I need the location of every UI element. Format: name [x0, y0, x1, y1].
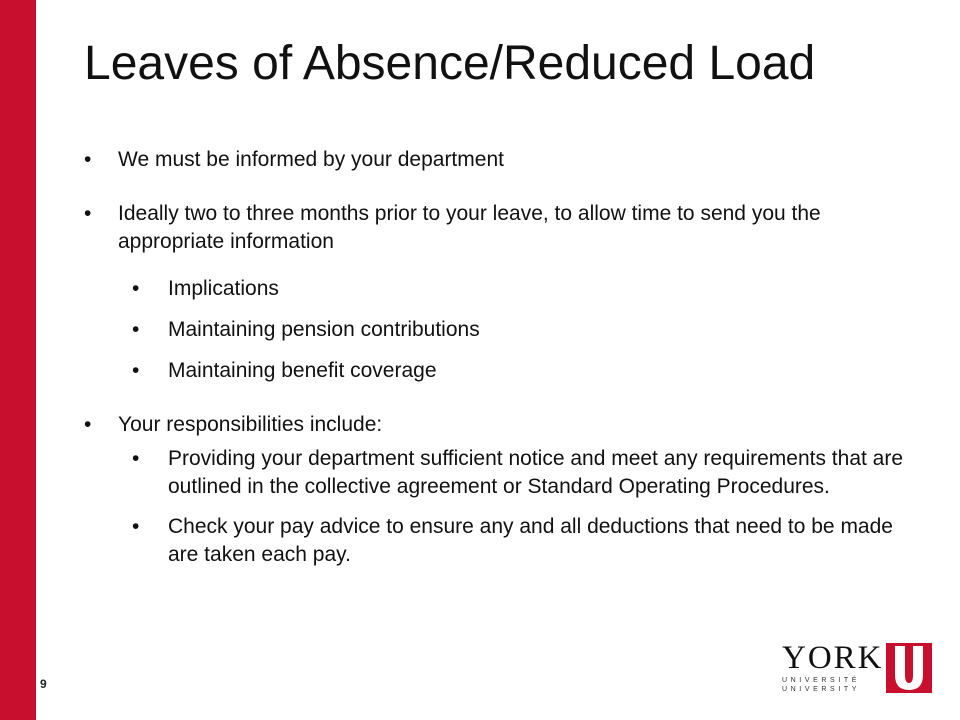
bullet-text: Ideally two to three months prior to your leave, to allow time to send you the appropriate information: [118, 202, 821, 253]
logo-english-line: UNIVERSITY: [782, 686, 861, 693]
bullet-marker: •: [84, 202, 92, 225]
bullet-marker: •: [132, 515, 140, 538]
bullet-item: [84, 411, 904, 439]
bullet-text: We must be informed by your department: [118, 148, 504, 171]
logo-french-line: UNIVERSITÉ: [782, 677, 861, 684]
sub-bullet-text: Check your pay advice to ensure any and all deductions that need to be made are taken each pay.: [168, 515, 893, 566]
york-university-logo: [782, 640, 932, 694]
slide-title: Leaves of Absence/Reduced Load: [84, 37, 816, 90]
logo-wordmark: YORK: [782, 640, 884, 676]
bullet-item: [84, 146, 904, 174]
sub-bullet-text: Implications: [168, 277, 279, 300]
sub-bullet-text: Providing your department sufficient notice and meet any requirements that are outlined in the collective agreement or Standard Operating Procedures.: [168, 447, 904, 498]
bullet-marker: •: [84, 148, 92, 171]
sub-bullet-text: Maintaining benefit coverage: [168, 359, 437, 382]
sub-bullet-item: [84, 357, 904, 385]
sub-bullet-item: [84, 445, 904, 501]
bullet-text: Your responsibilities include:: [118, 413, 383, 436]
bullet-marker: •: [84, 413, 92, 436]
sub-bullet-item: [84, 513, 904, 569]
bullet-marker: •: [132, 447, 140, 470]
york-u-mark-icon: [886, 643, 932, 693]
bullet-marker: •: [132, 318, 140, 341]
sub-bullet-item: [84, 316, 904, 344]
bullet-item: [84, 200, 904, 256]
bullet-marker: •: [132, 277, 140, 300]
accent-side-bar: [0, 0, 36, 720]
slide-body: [84, 146, 904, 569]
sub-bullet-text: Maintaining pension contributions: [168, 318, 480, 341]
page-number: 9: [40, 677, 47, 691]
bullet-marker: •: [132, 359, 140, 382]
sub-bullet-item: [84, 275, 904, 303]
